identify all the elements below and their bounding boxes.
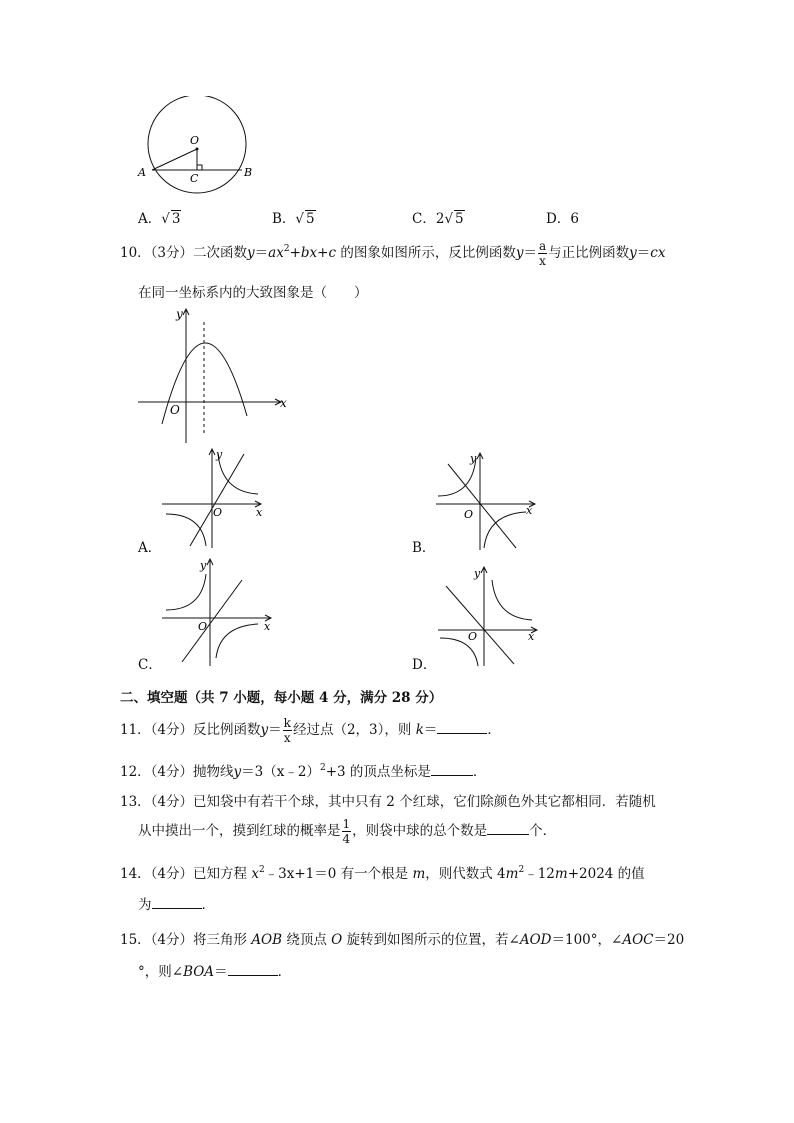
q9-option-c: C．2√ 5 xyxy=(412,211,464,227)
q15-line2: °，则∠BOA＝ ． xyxy=(138,964,292,980)
option-c-graph xyxy=(160,558,280,668)
origin: O xyxy=(170,403,180,417)
q14-line2: 为 ． xyxy=(138,897,215,913)
option-a-label: A． xyxy=(138,540,162,556)
origin: O xyxy=(213,506,223,519)
axis-y: y xyxy=(470,452,477,465)
axis-y: y xyxy=(176,307,183,321)
axis-x: x xyxy=(280,396,287,410)
answer-blank[interactable] xyxy=(431,763,473,776)
section-2-heading: 二、填空题（共 7 小题，每小题 4 分，满分 28 分） xyxy=(120,690,443,706)
answer-blank[interactable] xyxy=(487,822,529,835)
origin: O xyxy=(198,620,208,633)
option-b-graph xyxy=(434,452,544,552)
q14-line1: 14．（4分）已知方程 $x^2﹣3x+1=0$ 有一个根是 m，则代数式 $4m^2﹣12m+2024$ 的值 xyxy=(120,865,645,882)
axis-x: x xyxy=(528,630,535,643)
q10-stem-line2: 在同一坐标系内的大致图象是（ ） xyxy=(138,285,368,301)
label-a: A xyxy=(138,166,146,179)
q9-option-a: A．√ 3 xyxy=(138,211,181,227)
axis-y: y xyxy=(474,567,481,580)
label-b: B xyxy=(244,166,253,179)
q12: 12．（4分）抛物线y＝3（x﹣2）$^2$+3 的顶点坐标是 ． xyxy=(120,763,487,780)
axis-y: y xyxy=(216,448,223,461)
q9-option-d: D．6 xyxy=(546,211,579,227)
option-a-graph xyxy=(160,448,270,550)
label-o: O xyxy=(190,134,200,147)
origin: O xyxy=(464,508,474,521)
q11: 11．（4分）反比例函数y＝ $\frac{k}{x}$ 经过点（2，3），则 k＝ ． xyxy=(120,716,501,745)
answer-blank[interactable] xyxy=(437,721,487,734)
circle-figure xyxy=(132,96,262,196)
label-c: C xyxy=(190,172,199,185)
axis-x: x xyxy=(526,504,533,517)
option-c-label: C． xyxy=(138,657,162,673)
option-b-label: B． xyxy=(412,540,436,556)
q13-line2: 从中摸出一个，摸到红球的概率是 $\frac{1}{4}$ ，则袋中球的总个数是 个． xyxy=(138,817,557,846)
option-d-graph xyxy=(436,566,546,670)
q13-line1: 13．（4分）已知袋中有若干个球，其中只有 2 个红球，它们除颜色外其它都相同．若随机 xyxy=(120,794,656,810)
answer-blank[interactable] xyxy=(152,896,202,909)
q15-line1: 15．（4分）将三角形 AOB 绕顶点 O 旋转到如图所示的位置，若∠AOD＝100°，∠AOC＝20 xyxy=(120,932,685,948)
parabola-graph xyxy=(134,306,294,448)
answer-blank[interactable] xyxy=(228,963,278,976)
option-d-label: D． xyxy=(412,657,437,673)
axis-x: x xyxy=(256,506,263,519)
axis-y: y xyxy=(200,559,207,572)
q10-stem-line1: 10．（3分）二次函数$y=ax^2+bx+c$ 的图象如图所示，反比例函数y＝ $\frac{a}{x}$ 与正比例函数y＝cx xyxy=(120,239,666,268)
origin: O xyxy=(468,630,478,643)
axis-x: x xyxy=(264,620,271,633)
q9-option-b: B．√ 5 xyxy=(272,211,315,227)
